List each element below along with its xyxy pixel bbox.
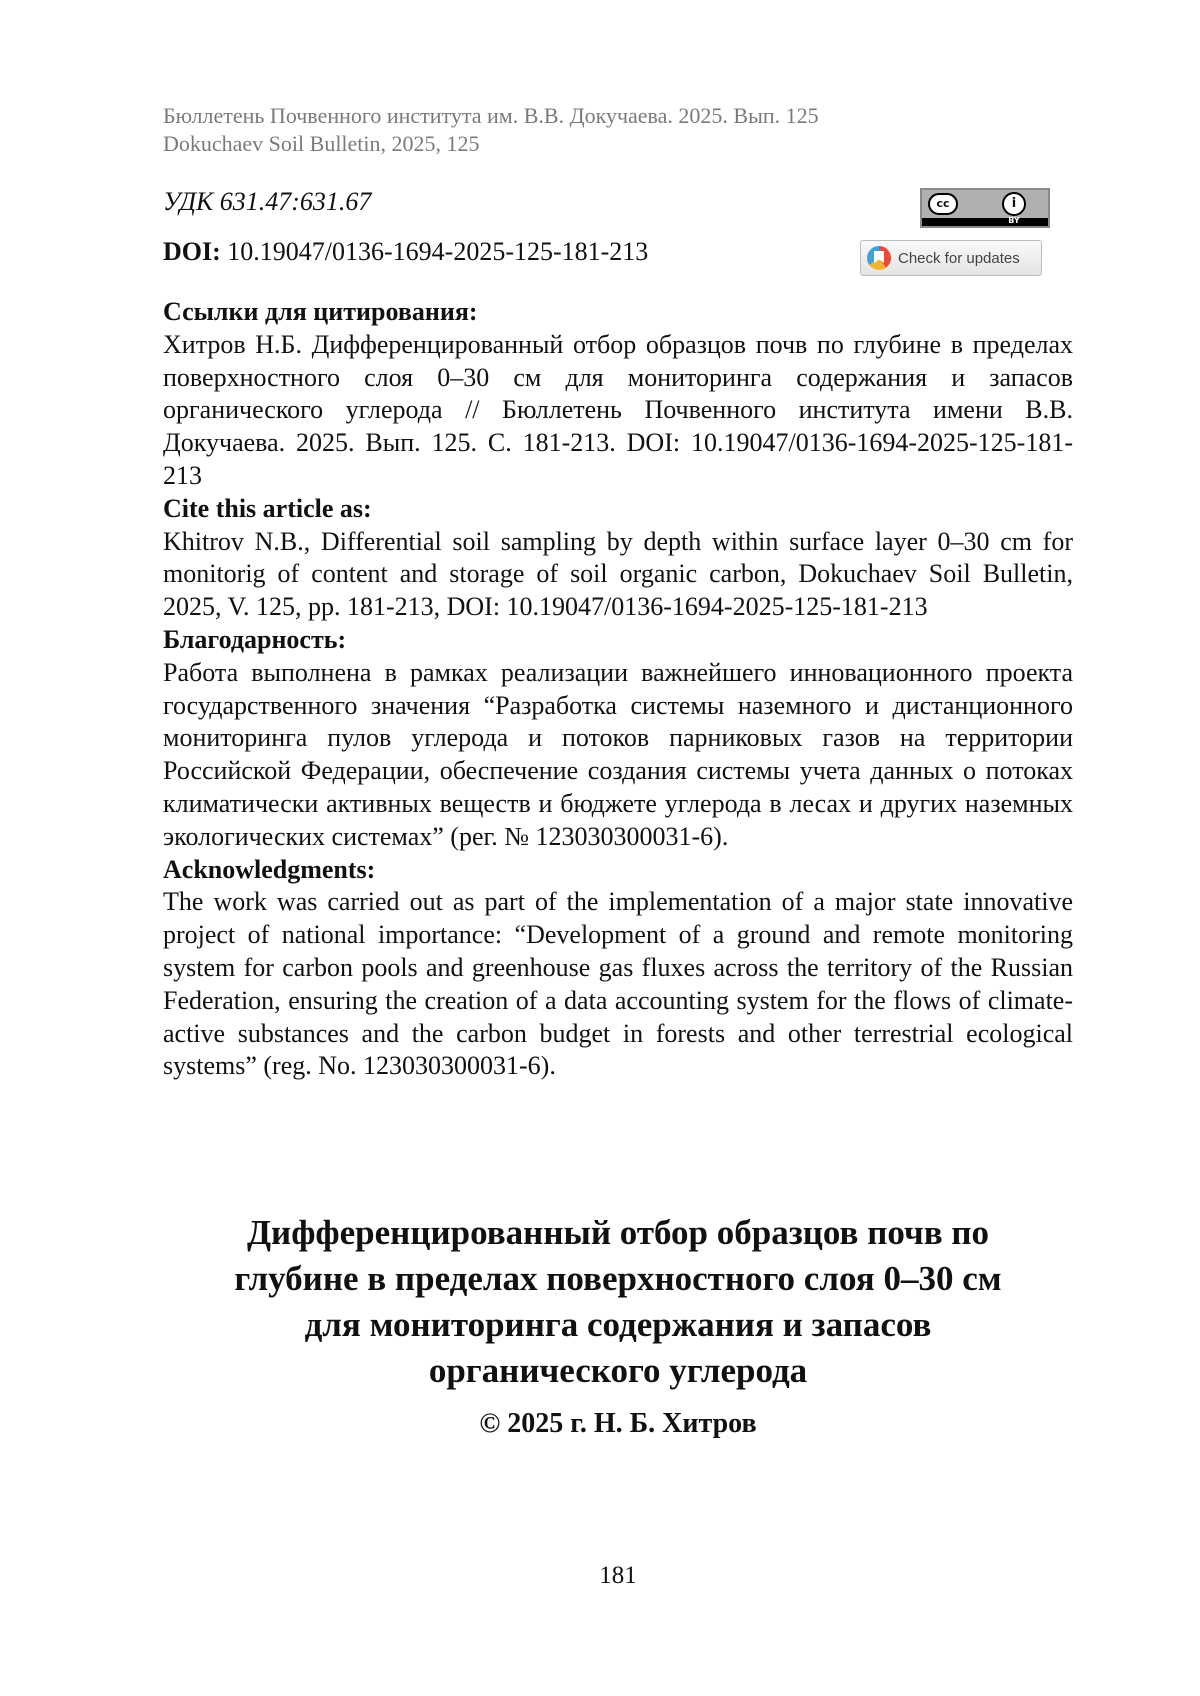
acknowledgment-en-heading: Acknowledgments:	[163, 854, 376, 884]
cc-by-license-badge[interactable]	[920, 188, 1050, 228]
by-label: BY	[1008, 216, 1020, 225]
acknowledgment-ru-heading: Благодарность:	[163, 624, 347, 654]
acknowledgment-en-text: The work was carried out as part of the implementation of a major state innovative project of national importance: “Development of a ground and remote monitoring system for carbon pools and greenhouse gas fluxes across the territory of the Russian Federation, ensuring the creation of a data accounting system for the flows of climate-active substances and the carbon budget in forests and other terrestrial ecological systems” (reg. No. 123030300031-6).	[163, 887, 1073, 1081]
doi-value: 10.19047/0136-1694-2025-125-181-213	[227, 237, 649, 266]
journal-header	[163, 102, 819, 158]
check-updates-label: Check for updates	[898, 249, 1020, 267]
title-line: органического углерода	[428, 1351, 808, 1390]
title-line: Дифференцированный отбор образцов почв по	[246, 1213, 990, 1252]
doi-label: DOI:	[163, 237, 221, 266]
doi-line	[163, 237, 648, 267]
citation-en-text: Khitrov N.B., Differential soil sampling by depth within surface layer 0–30 cm for monitorig of content and storage of soil organic carbon, Dokuchaev Soil Bulletin, 2025, V. 125, pp. 181-213, DOI: 10.19047/0136-1694-2025-125-181-213	[163, 526, 1073, 622]
title-line: глубине в пределах поверхностного слоя 0–30 см	[234, 1259, 1002, 1298]
journal-title-en: Dokuchaev Soil Bulletin, 2025, 125	[163, 131, 480, 156]
title-line: для мониторинга содержания и запасов	[304, 1305, 932, 1344]
citation-en-heading: Cite this article as:	[163, 493, 372, 523]
page-number: 181	[599, 1562, 637, 1589]
journal-title-ru: Бюллетень Почвенного института им. В.В. Докучаева. 2025. Вып. 125	[163, 103, 819, 128]
citation-ru-heading: Ссылки для цитирования:	[163, 297, 478, 326]
check-for-updates-button[interactable]	[860, 240, 1042, 276]
cc-icon: cc	[928, 193, 958, 215]
crossmark-icon	[867, 246, 891, 270]
article-title	[163, 1210, 1073, 1394]
attribution-icon: i	[1002, 192, 1026, 216]
article-author: © 2025 г. Н. Б. Хитров	[479, 1408, 757, 1439]
citation-ru-text: Хитров Н.Б. Дифференцированный отбор образцов почв по глубине в пределах поверхностного слоя 0–30 см для мониторинга содержания и запасов органического углерода // Бюллетень Почвенного института имени В.В. Докучаева. 2025. Вып. 125. С. 181-213. DOI: 10.19047/0136-1694-2025-125-181-213	[163, 329, 1073, 490]
acknowledgment-ru-text: Работа выполнена в рамках реализации важнейшего инновационного проекта государственного значения “Разработка системы наземного и дистанционного мониторинга пулов углерода и потоков парниковых газов на территории Российской Федерации, обеспечение создания системы учета данных о потоках климатически активных веществ и бюджете углерода в лесах и других наземных экологических системах” (рег. № 123030300031-6).	[163, 657, 1073, 851]
udk-code: УДК 631.47:631.67	[163, 187, 372, 216]
article-front-matter	[163, 296, 1073, 1083]
